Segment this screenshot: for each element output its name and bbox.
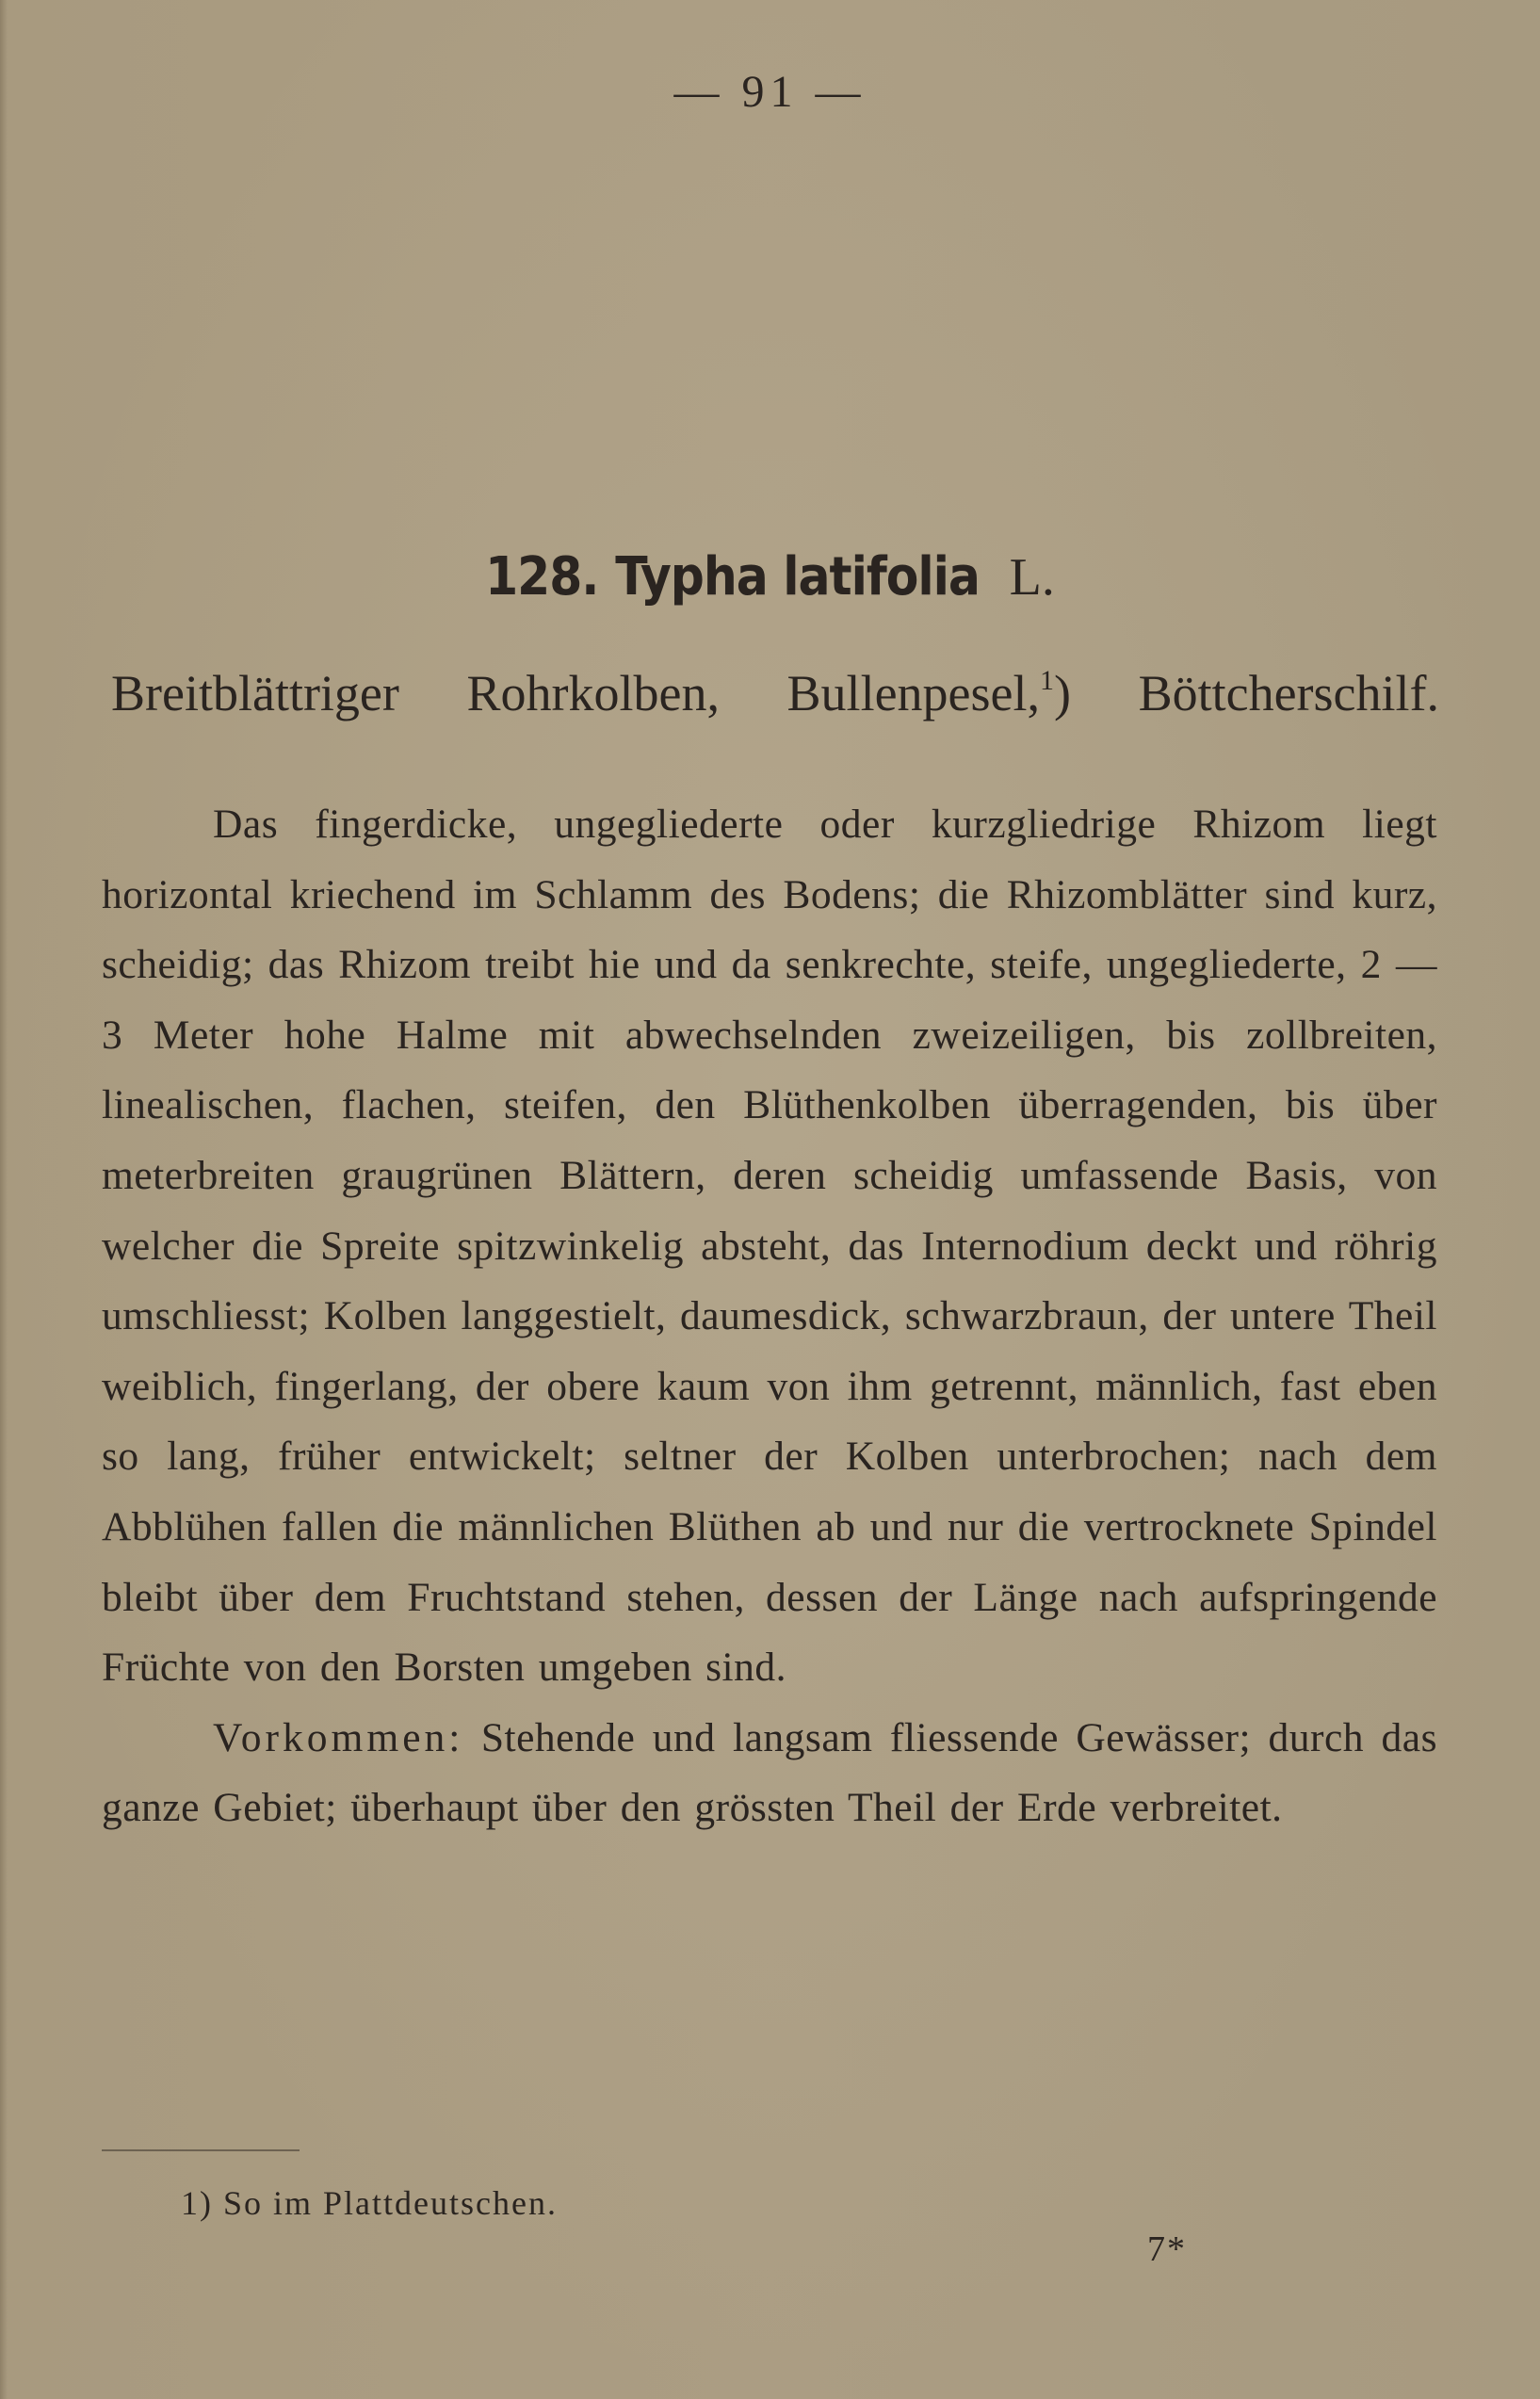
footnote-reference: 1 xyxy=(1040,665,1054,696)
species-latin-name: Typha latifolia xyxy=(615,546,980,608)
occurrence-text: Stehende und langsam fliessende Gewässer; durch das ganze Gebiet; überhaupt über den grössten Theil der Erde verbreitet. xyxy=(102,1714,1438,1831)
occurrence-paragraph xyxy=(102,1703,1437,1843)
common-names-text-end: ) Böttcherschilf. xyxy=(1054,665,1439,721)
common-names-text: Breitblättriger Rohrkolben, Bullenpesel, xyxy=(111,665,1040,721)
species-heading xyxy=(0,546,1540,608)
species-number: 128. xyxy=(485,546,599,608)
page-number: — 91 — xyxy=(673,67,867,117)
footnote: 1) So im Plattdeutschen. xyxy=(181,2184,558,2222)
species-author: L. xyxy=(1009,548,1055,607)
page-edge-shadow xyxy=(0,0,8,2399)
occurrence-label: Vorkommen: xyxy=(213,1714,464,1760)
footnote-divider xyxy=(102,2149,300,2151)
description-paragraph: Das fingerdicke, ungegliederte oder kurzgliedrige Rhizom liegt horizontal kriechend im Schlamm des Bodens; die Rhizomblätter sind kurz, scheidig; das Rhizom treibt hie und da senkrechte, steife, ungegliederte, 2 — 3 Meter hohe Halme mit abwechselnden zweizeiligen, bis zollbreiten, linealischen, flachen, steifen, den Blüthenkolben überragenden, bis über meterbreiten graugrünen Blättern, deren scheidig umfassende Basis, von welcher die Spreite spitzwinkelig absteht, das Internodium deckt und röhrig umschliesst; Kolben langgestielt, daumesdick, schwarzbraun, der untere Theil weiblich, fingerlang, der obere kaum von ihm getrennt, männlich, fast eben so lang, früher entwickelt; seltner der Kolben unterbrochen; nach dem Abblühen fallen die männlichen Blüthen ab und nur die vertrocknete Spindel bleibt über dem Fruchtstand stehen, dessen der Länge nach aufspringende Früchte von den Borsten umgeben sind. xyxy=(102,802,1437,1691)
body-text xyxy=(102,789,1437,1843)
common-names xyxy=(111,664,1439,722)
signature-mark: 7* xyxy=(1147,2229,1187,2269)
